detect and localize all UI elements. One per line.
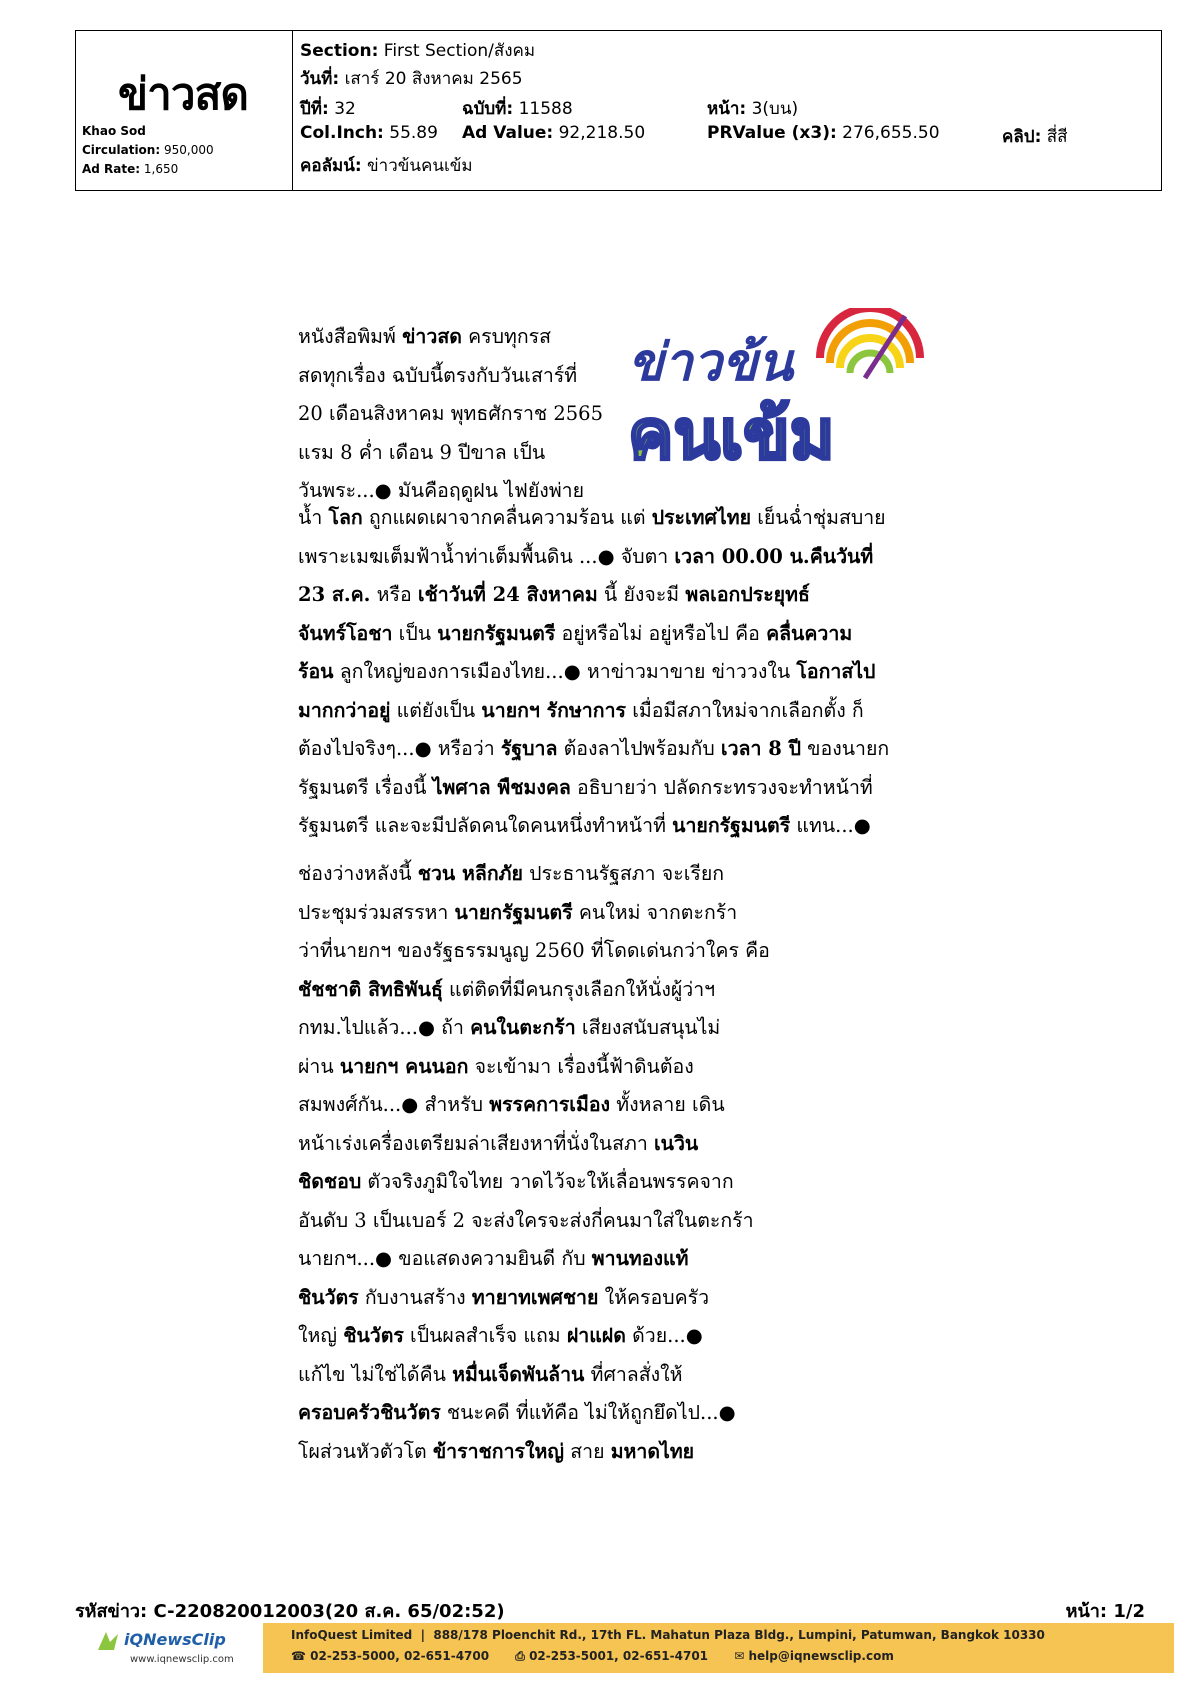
text-run: กทม.ไปแล้ว...● ถ้า xyxy=(298,1016,471,1039)
text-run: เย็นฉ่ำชุ่มสบาย xyxy=(751,506,886,529)
company-address: InfoQuest Limited | 888/178 Ploenchit Rd., 17th FL. Mahatun Plaza Bldg., Lumpini, Patumwan, Bangkok 10330 xyxy=(291,1628,1045,1642)
bold-text: โอกาสไป xyxy=(796,660,876,683)
text-line xyxy=(298,692,930,731)
text-line xyxy=(298,499,930,538)
bold-text: เนวิน xyxy=(653,1131,699,1155)
bold-text: ชัชชาติ สิทธิพันธุ์ xyxy=(298,977,443,1001)
page-field: หน้า: 3(บน) xyxy=(707,99,799,119)
text-run: ใหญ่ xyxy=(298,1324,344,1347)
bold-text: คลื่นความ xyxy=(766,621,853,645)
text-run: วันพระ...● มันคือฤดูฝน ไฟยังพ่าย xyxy=(298,479,585,502)
circulation: Circulation: 950,000 xyxy=(82,143,214,157)
bold-text: ชิดชอบ xyxy=(298,1170,362,1193)
bold-text: 23 ส.ค. xyxy=(298,583,371,606)
article-body-narrow xyxy=(298,855,773,1471)
text-line xyxy=(298,576,930,615)
clipping-header xyxy=(75,30,1162,191)
text-run: แต่ติดที่มีคนกรุงเลือกให้นั่งผู้ว่าฯ xyxy=(442,977,716,1001)
news-code: รหัสข่าว: C-220820012003(20 ส.ค. 65/02:52) xyxy=(75,1601,505,1622)
bold-text: ฝาแฝด xyxy=(566,1324,626,1347)
bold-text: นายกรัฐมนตรี xyxy=(437,621,556,645)
text-line xyxy=(298,769,930,808)
fax-icon: ⎙ xyxy=(515,1649,525,1663)
text-run: อธิบายว่า ปลัดกระทรวงจะทำหน้าที่ xyxy=(570,775,873,799)
iqnewsclip-logo xyxy=(96,1628,246,1672)
text-run: เป็น xyxy=(392,621,438,645)
text-run: อยู่หรือไม่ อยู่หรือไป คือ xyxy=(555,621,767,645)
text-line xyxy=(298,1048,773,1087)
bold-text: ข่าวสด xyxy=(402,325,462,348)
text-line xyxy=(298,730,930,769)
text-line xyxy=(298,894,773,933)
colinch-field: Col.Inch: 55.89 xyxy=(300,123,438,143)
bold-text: ไพศาล พืชมงคล xyxy=(432,775,571,799)
column-row: คอลัมน์: ข่าวข้นคนเข้ม xyxy=(300,156,473,176)
text-line xyxy=(298,434,603,473)
text-run: เมื่อมีสภาใหม่จากเลือกตั้ง ก็ xyxy=(626,698,864,722)
clipping-meta xyxy=(292,31,1161,190)
text-run: นี้ ยังจะมี xyxy=(597,583,686,606)
text-run: ด้วย...● xyxy=(625,1324,703,1347)
article-intro xyxy=(298,318,603,511)
column-logo-graphic xyxy=(620,308,930,488)
text-line xyxy=(298,1125,773,1164)
publication-box xyxy=(76,31,293,190)
iq-mark-icon xyxy=(96,1630,120,1652)
text-line xyxy=(298,971,773,1010)
bold-text: ชินวัตร xyxy=(298,1285,359,1309)
bold-text: ประเทศไทย xyxy=(651,506,751,529)
text-run: อันดับ 3 เป็นเบอร์ 2 จะส่งใครจะส่งกี่คนมาใส่ในตะกร้า xyxy=(298,1208,754,1232)
text-run: หนังสือพิมพ์ xyxy=(298,325,403,348)
text-run: สมพงศ์กัน...● สำหรับ xyxy=(298,1093,490,1116)
text-run: ลูกใหญ่ของการเมืองไทย...● หาข่าวมาขาย ข่าววงใน xyxy=(333,660,797,683)
text-run: ผ่าน xyxy=(298,1054,340,1078)
text-run: เสียงสนับสนุนไม่ xyxy=(575,1016,721,1039)
prvalue-field: PRValue (x3): 276,655.50 xyxy=(707,123,940,143)
fax: ⎙ 02-253-5001, 02-651-4701 xyxy=(515,1649,709,1663)
text-run: ให้ครอบครัว xyxy=(598,1285,710,1309)
text-run: ประธานรัฐสภา จะเรียก xyxy=(522,862,725,885)
advalue-field: Ad Value: 92,218.50 xyxy=(462,123,646,143)
clip-field: คลิป: สี่สี xyxy=(1002,127,1068,147)
text-run: น้ำ xyxy=(298,506,329,529)
bold-text: นายกฯ คนนอก xyxy=(339,1054,469,1078)
email: ✉ help@iqnewsclip.com xyxy=(734,1649,894,1663)
text-run: รัฐมนตรี เรื่องนี้ xyxy=(298,775,433,799)
text-run: ว่าที่นายกฯ ของรัฐธรรมนูญ 2560 ที่โดดเด่นกว่าใคร คือ xyxy=(298,939,770,962)
phone-icon: ☎ xyxy=(291,1649,306,1663)
text-run: รัฐมนตรี และจะมีปลัดคนใดคนหนึ่งทำหน้าที่ xyxy=(298,814,673,837)
text-run: แต่ยังเป็น xyxy=(390,698,482,722)
text-run: ถูกแผดเผาจากคลื่นความร้อน แต่ xyxy=(362,506,652,529)
text-run: ชนะคดี ที่แท้คือ ไม่ให้ถูกยึดไป...● xyxy=(440,1401,736,1424)
bold-text: ชินวัตร xyxy=(343,1324,404,1347)
text-run: ช่องว่างหลังนี้ xyxy=(298,862,418,885)
bold-text: ทายาทเพศชาย xyxy=(471,1285,599,1309)
iq-url: www.iqnewsclip.com xyxy=(130,1654,234,1665)
text-run: โผส่วนหัวตัวโต xyxy=(298,1439,433,1463)
text-line xyxy=(298,318,603,357)
bold-text: จันทร์โอชา xyxy=(298,621,393,645)
article-body-wide xyxy=(298,499,930,846)
bold-text: เวลา 00.00 น.คืนวันที่ xyxy=(674,544,874,568)
text-run: ของนายก xyxy=(800,737,890,760)
text-line xyxy=(298,807,930,846)
bold-text: มหาดไทย xyxy=(610,1439,695,1463)
text-line xyxy=(298,1356,773,1395)
text-run: ทั้งหลาย เดิน xyxy=(610,1093,725,1116)
bold-text: มากกว่าอยู่ xyxy=(298,698,391,722)
text-line xyxy=(298,357,603,396)
text-line xyxy=(298,1279,773,1318)
text-line xyxy=(298,653,930,692)
text-run: ต้องไปจริงๆ...● หรือว่า xyxy=(298,737,501,760)
column-logo xyxy=(620,308,930,488)
bold-text: หมื่นเจ็ดพันล้าน xyxy=(452,1362,585,1386)
text-run: ตัวจริงภูมิใจไทย วาดไว้จะให้เลื่อนพรรคจาก xyxy=(361,1170,734,1193)
text-run: แก้ไข ไม่ใช่ได้คืน xyxy=(298,1362,453,1386)
bold-text: ชวน หลีกภัย xyxy=(417,862,523,885)
text-run: กับงานสร้าง xyxy=(358,1285,472,1309)
text-run: ที่ศาลสั่งให้ xyxy=(584,1362,683,1386)
text-run: ประชุมร่วมสรรหา xyxy=(298,900,455,924)
bold-text: นายกรัฐมนตรี xyxy=(672,814,791,837)
text-line xyxy=(298,855,773,894)
bold-text: เวลา 8 ปี xyxy=(720,737,801,760)
section-row: Section: First Section/สังคม xyxy=(300,41,536,61)
issue-field: ฉบับที่: 11588 xyxy=(462,99,573,119)
bold-text: ข้าราชการใหญ่ xyxy=(432,1439,565,1463)
text-run: หรือ xyxy=(370,583,418,606)
text-line xyxy=(298,1202,773,1241)
email-icon: ✉ xyxy=(734,1649,745,1663)
ad-rate: Ad Rate: 1,650 xyxy=(82,162,179,176)
text-run: คนใหม่ จากตะกร้า xyxy=(572,900,738,924)
bold-text: โลก xyxy=(328,506,363,529)
text-line xyxy=(298,1163,773,1202)
phone: ☎ 02-253-5000, 02-651-4700 xyxy=(291,1649,490,1663)
bold-text: เช้าวันที่ 24 สิงหาคม xyxy=(417,583,598,606)
footer-contact-bar xyxy=(263,1623,1174,1673)
logo-line2: คนเข้ม xyxy=(628,396,835,475)
text-run: 20 เดือนสิงหาคม พุทธศักราช 2565 xyxy=(298,402,603,425)
text-run: แรม 8 ค่ำ เดือน 9 ปีขาล เป็น xyxy=(298,440,546,464)
text-run: หน้าเร่งเครื่องเตรียมล่าเสียงหาที่นั่งในสภา xyxy=(298,1131,654,1155)
text-line xyxy=(298,538,930,577)
bold-text: ครอบครัวชินวัตร xyxy=(298,1401,441,1424)
bold-text: พลเอกประยุทธ์ xyxy=(685,583,810,606)
text-line xyxy=(298,395,603,434)
iq-name: iQNewsClip xyxy=(124,1630,226,1649)
bold-text: นายกรัฐมนตรี xyxy=(454,900,573,924)
text-line xyxy=(298,615,930,654)
bold-text: นายกฯ รักษาการ xyxy=(481,698,626,722)
text-run: แทน...● xyxy=(790,814,871,837)
text-line xyxy=(298,1433,773,1472)
text-line xyxy=(298,932,773,971)
text-run: ต้องลาไปพร้อมกับ xyxy=(557,737,721,760)
text-line xyxy=(298,1009,773,1048)
text-line xyxy=(298,1317,773,1356)
text-line xyxy=(298,1086,773,1125)
text-line xyxy=(298,1240,773,1279)
bold-text: รัฐบาล xyxy=(500,737,558,760)
logo-line1: ข่าวข้น xyxy=(628,333,794,393)
page-number: หน้า: 1/2 xyxy=(1065,1601,1145,1622)
text-run: สาย xyxy=(564,1439,611,1463)
bold-text: พานทองแท้ xyxy=(591,1247,689,1270)
year-field: ปีที่: 32 xyxy=(300,99,356,119)
text-run: สดทุกเรื่อง ฉบับนี้ตรงกับวันเสาร์ที่ xyxy=(298,363,578,387)
bold-text: พรรคการเมือง xyxy=(489,1093,611,1116)
text-line xyxy=(298,1394,773,1433)
text-run: จะเข้ามา เรื่องนี้ฟ้าดินต้อง xyxy=(468,1054,694,1078)
publication-name: Khao Sod xyxy=(82,124,146,138)
text-run: เพราะเมฆเต็มฟ้าน้ำท่าเต็มพื้นดิน ...● จับตา xyxy=(298,544,675,568)
bold-text: คนในตะกร้า xyxy=(470,1016,576,1039)
bold-text: ร้อน xyxy=(298,660,334,683)
publication-logo: ข่าวสด xyxy=(118,69,248,120)
text-run: เป็นผลสำเร็จ แถม xyxy=(403,1324,567,1347)
date-row: วันที่: เสาร์ 20 สิงหาคม 2565 xyxy=(300,69,523,89)
text-run: ครบทุกรส xyxy=(461,325,552,348)
contact-line xyxy=(291,1649,916,1664)
text-run: นายกฯ...● ขอแสดงความยินดี กับ xyxy=(298,1247,592,1270)
